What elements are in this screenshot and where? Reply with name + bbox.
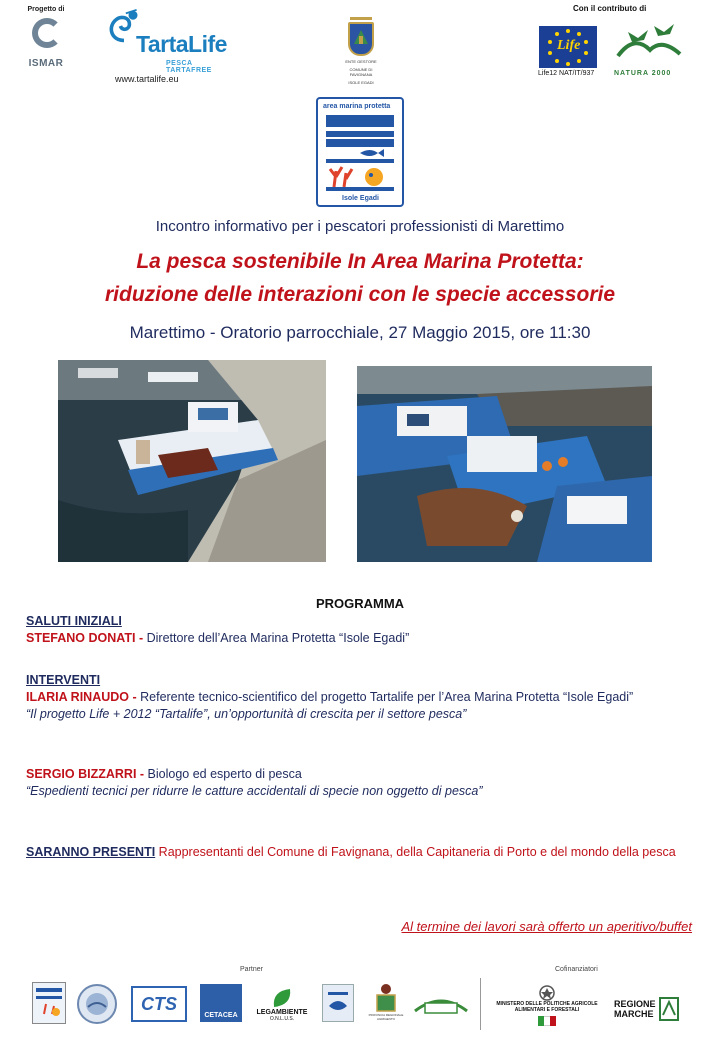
footer-divider	[480, 978, 481, 1030]
interventi-heading: INTERVENTI	[26, 673, 101, 687]
fish-coral-icon	[326, 139, 394, 191]
interventi-section	[26, 672, 692, 723]
natura2000-logo-icon	[614, 20, 684, 68]
partner-logo-seal-icon	[77, 984, 117, 1024]
tartalife-logo	[106, 4, 236, 84]
event-place-date: Marettimo - Oratorio parrocchiale, 27 Maggio 2015, ore 11:30	[129, 323, 591, 342]
legambiente-text: LEGAMBIENTE	[256, 1008, 308, 1016]
amp-egadi-logo	[316, 97, 404, 207]
amp-top-text: area marina protetta	[323, 103, 391, 110]
ministry-text: MINISTERO DELLE POLITICHE AGRICOLE ALIMENTARI E FORESTALI	[496, 1000, 598, 1013]
speaker-rinaudo-name: ILARIA RINAUDO -	[26, 690, 137, 704]
speaker-donati-role: Direttore dell’Area Marina Protetta “Isole Egadi”	[143, 631, 410, 645]
regione-text: REGIONE	[614, 999, 656, 1009]
tartalife-name: TartaLife	[136, 31, 227, 57]
provincia-text: PROVINCIA REGIONALE AGRIGENTO	[368, 1013, 404, 1021]
marche-emblem-icon	[659, 997, 679, 1021]
speaker-rinaudo-role: Referente tecnico-scientifico del progetto Tartalife per l’Area Marina Protetta “Isole Egadi”	[136, 690, 634, 704]
natura-text: NATURA 2000	[614, 70, 672, 77]
republic-emblem-icon	[539, 985, 555, 1001]
partner-logo-cts: CTS	[131, 986, 187, 1022]
saluti-section	[26, 613, 692, 647]
speaker-bizzarri-role: Biologo ed esperto di pesca	[144, 767, 302, 781]
contribution-label: Con il contributo di	[573, 4, 647, 13]
legambiente-onlus: O.N.L.U.S.	[269, 1015, 295, 1022]
tartalife-subtitle: PESCA TARTAFREE	[166, 60, 212, 74]
tartalife-url: www.tartalife.eu	[115, 74, 179, 84]
bizzarri-section	[26, 766, 692, 800]
partner-logo-cetacea: CETACEA	[200, 984, 242, 1022]
regione-marche-logo	[614, 992, 686, 1026]
contribution-logos	[532, 4, 692, 84]
speaker-bizzarri-name: SERGIO BIZZARRI -	[26, 767, 145, 781]
speaker-bizzarri-talk: “Espedienti tecnici per ridurre le catture accidentali di specie non oggetto di pesca”	[26, 784, 483, 798]
favignana-crest	[338, 14, 384, 85]
presenti-section	[26, 844, 692, 861]
presenti-heading: SARANNO PRESENTI	[26, 845, 156, 859]
partner-logo-amp-icon	[32, 982, 66, 1024]
eu-life-text: Life	[557, 38, 581, 53]
ministry-logo	[486, 980, 608, 1030]
partner-logo-legambiente	[252, 982, 312, 1026]
leaf-icon	[270, 987, 294, 1009]
presenti-text: Rappresentanti del Comune di Favignana, della Capitaneria di Porto e del mondo della pesca	[155, 845, 676, 859]
crown-icon	[350, 14, 372, 20]
partner-label: Partner	[240, 966, 263, 973]
amp-bottom-text: Isole Egadi	[342, 195, 379, 202]
buffet-note: Al termine dei lavori sarà offerto un aperitivo/buffet	[401, 919, 692, 934]
ismar-emblem-icon	[26, 16, 66, 56]
crest-caption-1: ENTE GESTORE	[345, 59, 377, 64]
partner-logo-fish-icon	[322, 984, 354, 1022]
harbor-photo-left	[58, 360, 326, 562]
italy-flag-icon	[538, 1016, 556, 1026]
saluti-heading: SALUTI INIZIALI	[26, 614, 122, 628]
eu-life-logo	[539, 26, 597, 68]
project-code: Life12 NAT/IT/937	[538, 70, 595, 77]
crest-caption-2: COMUNE DI FAVIGNANA	[349, 67, 373, 77]
speaker-donati-name: STEFANO DONATI -	[26, 631, 144, 645]
harbor-photo-right	[357, 366, 652, 562]
project-label: Progetto di	[27, 6, 65, 13]
main-title-line-2: riduzione delle interazioni con le specie accessorie	[104, 283, 616, 306]
partner-logo-umana-icon	[410, 990, 472, 1020]
ismar-name: ISMAR	[28, 58, 64, 69]
partner-logo-provincia	[368, 978, 404, 1026]
marche-text: MARCHE	[614, 1009, 654, 1019]
programma-heading: PROGRAMMA	[315, 596, 405, 611]
cofinanziatori-label: Cofinanziatori	[555, 966, 598, 973]
main-title-line-1: La pesca sostenibile In Area Marina Protetta:	[136, 250, 584, 273]
meeting-subtitle: Incontro informativo per i pescatori professionisti di Marettimo	[155, 218, 565, 235]
crest-caption-3: ISOLE EGADI	[348, 80, 374, 85]
speaker-rinaudo-talk: “Il progetto Life + 2012 “Tartalife”, un’opportunità di crescita per il settore pesca”	[26, 707, 467, 721]
shield-icon	[348, 22, 374, 56]
province-crest-icon	[373, 983, 399, 1013]
ismar-logo	[18, 6, 74, 72]
